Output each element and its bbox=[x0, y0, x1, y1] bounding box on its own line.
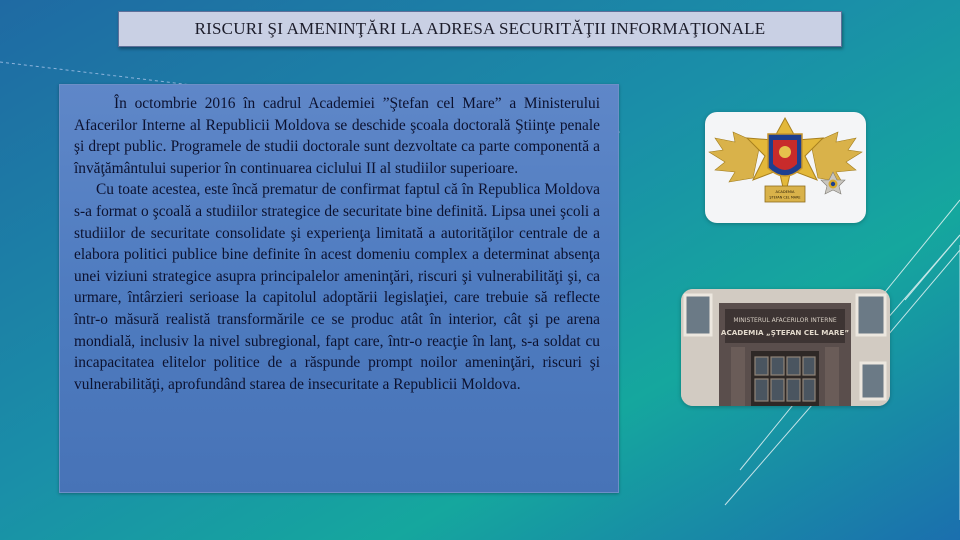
academy-building-image bbox=[681, 289, 890, 406]
svg-text:ACADEMIA: ACADEMIA bbox=[775, 190, 795, 194]
building-photo bbox=[681, 289, 890, 406]
academy-emblem-image bbox=[705, 112, 866, 223]
building-sign-line1: MINISTERUL AFACERILOR INTERNE bbox=[733, 317, 837, 324]
slide-title: RISCURI ŞI AMENINŢĂRI LA ADRESA SECURITĂŢII INFORMAŢIONALE bbox=[194, 19, 766, 38]
academy-emblem-icon bbox=[705, 112, 866, 223]
content-text-box bbox=[59, 84, 619, 493]
paragraph-2: Cu toate acestea, este încă prematur de confirmat faptul că în Republica Moldova s-a format o şcoală a studiilor strategice de securitate bine definită. Lipsa unei şcoli a studiilor de securitate consolidate şi experienţa limitată a autorităţilor centrale de a elabora politici publice bine definite în acest domeniu complex a determinat absenţa unei viziuni strategice asupra principalelor ameninţări, riscuri şi vulnerabilităţi şi, ca urmare, întârzieri serioase la capitolul adoptării legislaţiei, care trebuie să reflecte într-o măsură realistă transformările ce se produc atât în interior, cât şi pe arena mondială, inclusiv la nivel subregional, fapt care, într-o reacţie în lanţ, s-a soldat cu incapacitatea elitelor politice de a răspunde prompt noilor ameninţări, riscuri şi vulnerabilităţi, aprofundând starea de insecuritate a Republicii Moldova. bbox=[74, 181, 600, 393]
building-sign-line2: ACADEMIA „ŞTEFAN CEL MARE” bbox=[720, 328, 850, 337]
paragraph-1: În octombrie 2016 în cadrul Academiei ”Ştefan cel Mare” a Ministerului Afacerilor Interne al Republicii Moldova se deschide şcoala doctorală Ştiinţe penale şi drept public. Programele de studii doctorale sunt dezvoltate ca parte componentă a învăţământului superior în continuarea ciclului II al studiilor superioare. bbox=[74, 95, 600, 177]
svg-text:ȘTEFAN CEL MARE: ȘTEFAN CEL MARE bbox=[769, 195, 801, 200]
slide-title-bar bbox=[118, 11, 842, 47]
